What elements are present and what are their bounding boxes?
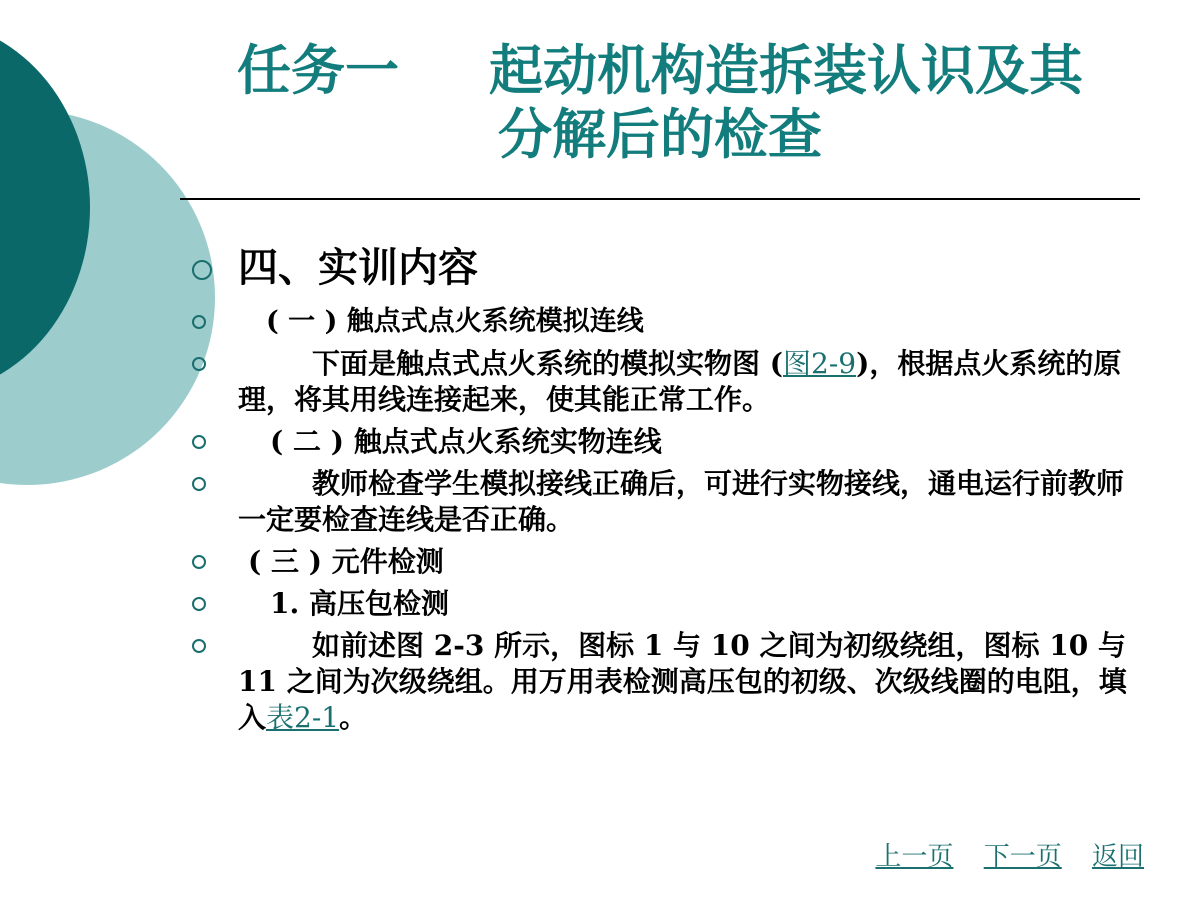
- title-task-number: 任务一: [237, 38, 399, 102]
- bullet-icon: [192, 477, 206, 491]
- list-item-2: [190, 346, 1140, 418]
- list-item-1: [190, 304, 1140, 340]
- list-item-6: [190, 586, 1140, 622]
- section-heading: 四、实训内容: [238, 244, 478, 291]
- figure-2-9-link[interactable]: 图2-9: [783, 347, 857, 380]
- list-item-text: 教师检查学生模拟接线正确后，可进行实物接线，通电运行前教师一定要检查连线是否正确。: [238, 467, 1125, 536]
- slide-navigation: [853, 836, 1144, 873]
- title-divider: [180, 198, 1140, 200]
- bullet-icon: [192, 260, 212, 280]
- bullet-icon: [192, 639, 206, 653]
- bullet-icon: [192, 315, 206, 329]
- bullet-icon: [192, 435, 206, 449]
- list-item-7: [190, 628, 1140, 736]
- list-item-text: 如前述图 2-3 所示，图标 1 与 10 之间为初级绕组，图标 10 与 11 之间为次级绕组。用万用表检测高压包的初级、次级线圈的电阻，填入: [238, 629, 1127, 734]
- bullet-icon: [192, 597, 206, 611]
- list-item-5: [190, 544, 1140, 580]
- slide-title: [180, 38, 1140, 166]
- list-item-text: ( 三 ) 元件检测: [248, 545, 444, 578]
- next-page-link[interactable]: 下一页: [983, 842, 1062, 872]
- section-heading-item: [190, 240, 1140, 296]
- table-2-1-link[interactable]: 表2-1: [266, 701, 340, 734]
- prev-page-link[interactable]: 上一页: [875, 842, 954, 872]
- content-list: [190, 240, 1140, 736]
- list-item-text: 1. 高压包检测: [270, 587, 449, 620]
- list-item-text-cont: )，根据点火系统的原理，将其用线连接起来，使其能正常工作。: [238, 347, 1122, 416]
- bullet-icon: [192, 555, 206, 569]
- title-line-1: [180, 38, 1140, 102]
- title-line-2: 分解后的检查: [498, 102, 822, 166]
- list-item-3: [190, 424, 1140, 460]
- list-item-text: 下面是触点式点火系统的模拟实物图 (: [312, 347, 783, 380]
- list-item-text-cont: 。: [339, 701, 368, 734]
- title-task-name: 起动机构造拆装认识及其: [489, 38, 1083, 102]
- back-link[interactable]: 返回: [1091, 842, 1144, 872]
- list-item-text: ( 一 ) 触点式点火系统模拟连线: [266, 306, 644, 337]
- list-item-text: ( 二 ) 触点式点火系统实物连线: [270, 425, 662, 458]
- list-item-4: [190, 466, 1140, 538]
- bullet-icon: [192, 357, 206, 371]
